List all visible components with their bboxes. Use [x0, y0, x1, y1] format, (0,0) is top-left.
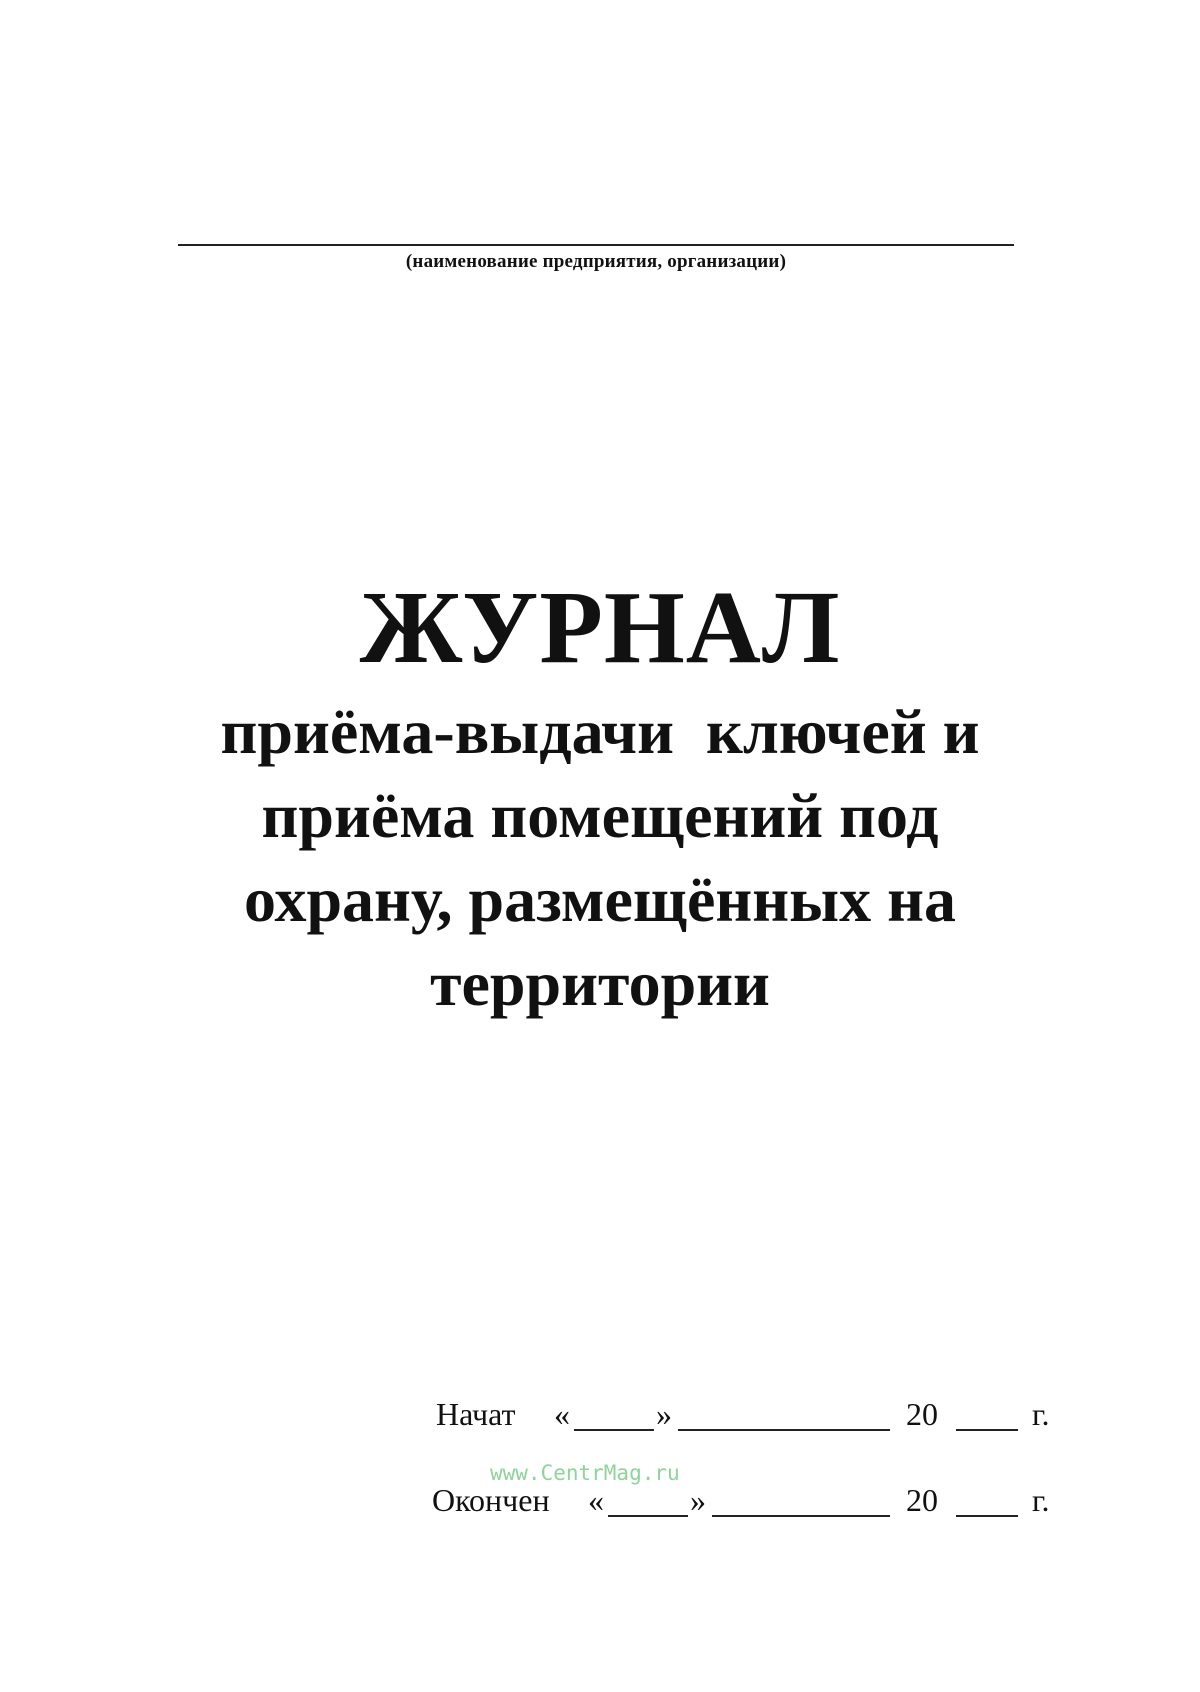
finished-year-blank[interactable] [956, 1515, 1018, 1517]
finished-month-blank[interactable] [712, 1515, 890, 1517]
started-year-suffix: г. [1032, 1396, 1050, 1432]
started-date-row [432, 1396, 1132, 1444]
finished-label: Окончен [432, 1482, 550, 1518]
started-year-blank[interactable] [956, 1429, 1018, 1431]
day-quote-open: « [554, 1396, 570, 1432]
finished-date-row [432, 1482, 1132, 1530]
finished-year-prefix: 20 [906, 1482, 938, 1518]
finished-year-suffix: г. [1032, 1482, 1050, 1518]
title-block [100, 572, 1100, 1026]
started-day-blank[interactable] [574, 1429, 654, 1431]
site-watermark: www.CentrMag.ru [490, 1461, 680, 1485]
started-month-blank[interactable] [678, 1429, 890, 1431]
started-year-prefix: 20 [906, 1396, 938, 1432]
journal-title: ЖУРНАЛ [359, 570, 841, 685]
subtitle-line: территории [430, 948, 770, 1019]
day-quote-open: « [588, 1482, 604, 1518]
journal-subtitle [100, 690, 1100, 1026]
subtitle-line: приёма-выдачи ключей и [220, 696, 980, 767]
started-label: Начат [436, 1396, 516, 1432]
finished-day-blank[interactable] [608, 1515, 688, 1517]
subtitle-line: охрану, размещённых на [244, 864, 956, 935]
organization-name-line [178, 244, 1014, 246]
day-quote-close: » [690, 1482, 706, 1518]
day-quote-close: » [656, 1396, 672, 1432]
organization-caption: (наименование предприятия, организации) [405, 251, 787, 272]
subtitle-line: приёма помещений под [261, 780, 939, 851]
